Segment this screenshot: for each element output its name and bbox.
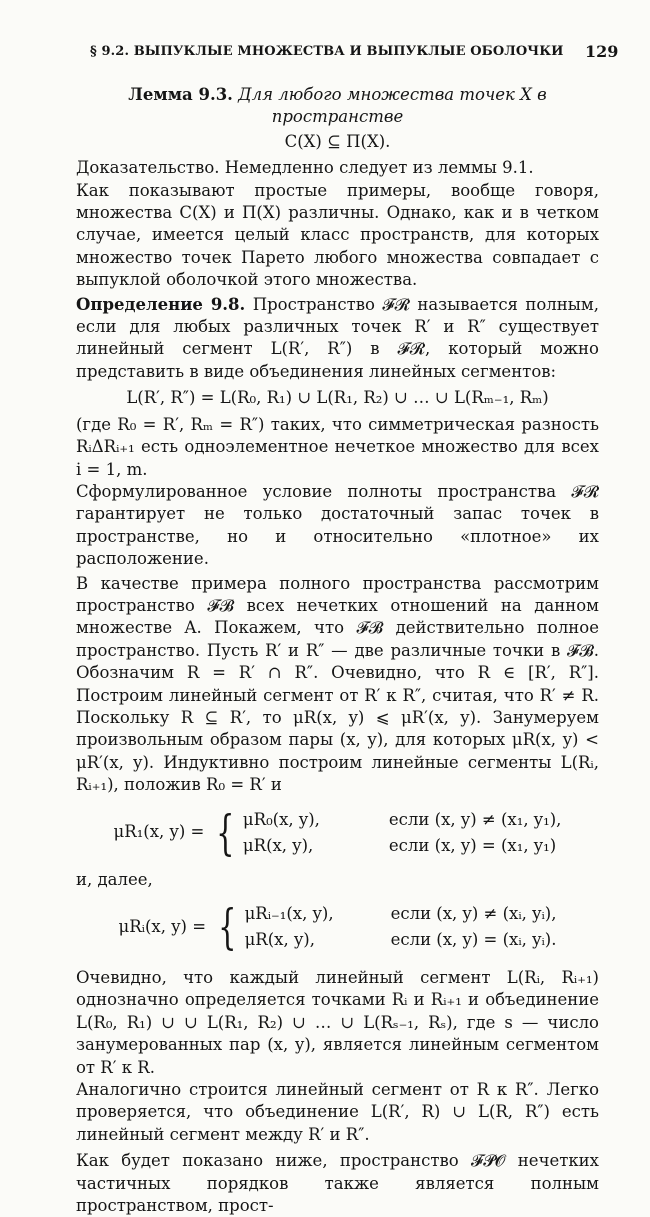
page-number: 129 [585,42,619,61]
cases-formula-2 [76,901,599,953]
lemma-text: Для любого множества точек X в пространстве [238,85,547,127]
page-body [76,82,599,1217]
case2-row1-value: μRᵢ₋₁(x, y), [244,904,334,923]
paragraph-5: и, далее, [76,869,153,889]
paragraph-8: Как будет показано ниже, пространство 𝓕𝓟𝓞 нечетких частичных порядков также является полным пространством, прост- [76,1151,599,1216]
case2-lhs: μRᵢ(x, y) = [118,916,207,936]
paragraph-3: Сформулированное условие полноты пространства 𝓕𝓡 гарантирует не только достаточный запас точек в пространстве, но и относительно «плотное» их расположение. [76,481,599,569]
lemma-label: Лемма 9.3. [128,85,233,104]
paragraph-2: (где R₀ = R′, Rₘ = R″) таких, что симметрическая разность RᵢΔRᵢ₊₁ есть одноэлементное нечеткое множество для всех i = 1, m. [76,414,599,479]
case1-row2-condition: если (x, y) = (x₁, y₁) [388,835,557,855]
equation-union: L(R′, R″) = L(R₀, R₁) ∪ L(R₁, R₂) ∪ … ∪ L(Rₘ₋₁, Rₘ) [126,388,549,408]
paragraph-7: Аналогично строится линейный сегмент от R к R″. Легко проверяется, что объединение L(R′, R) ∪ L(R, R″) есть линейный сегмент между R′ и R″. [76,1080,599,1144]
case1-row1-value: μR₀(x, y), [242,809,320,829]
case1-lhs: μR₁(x, y) = [113,822,205,842]
paragraph-4: В качестве примера полного пространства рассмотрим пространство 𝓕𝓑 всех нечетких отношений на данном множестве A. Покажем, что 𝓕𝓑 действительно полное пространство. Пусть R′ и R″ — две различные точки в 𝓕𝓑. Обозначим R = R′ ∩ R″. Очевидно, что R ∈ [R′, R″]. Построим линейный сегмент от R′ к R″, считая, что R′ ≠ R. Поскольку R ⊆ R′, то μR(x, y) ⩽ μR′(x, y). Занумеруем произвольным образом пары (x, y), для которых μR(x, y) < μR′(x, y). Индуктивно построим линейные сегменты L(Rᵢ, Rᵢ₊₁), положив R₀ = R′ и [76,573,599,795]
case2-row2-condition: если (x, y) = (xᵢ, yᵢ). [390,930,557,949]
definition-text: Пространство 𝓕𝓡 называется полным, если для любых различных точек R′ и R″ существует линейный сегмент L(R′, R″) в 𝓕𝓡, который можно представить в виде объединения линейных сегментов: [76,294,599,381]
case1-row1-condition: если (x, y) ≠ (x₁, y₁), [388,809,562,829]
case1-row2-value: μR(x, y), [242,835,314,855]
brace-icon: { [218,899,237,955]
lemma [76,84,599,153]
definition-label: Определение 9.8. [76,294,246,314]
running-header [0,36,650,64]
section-title: § 9.2. ВЫПУКЛЫЕ МНОЖЕСТВА И ВЫПУКЛЫЕ ОБОЛОЧКИ [90,44,564,59]
paragraph-6: Очевидно, что каждый линейный сегмент L(Rᵢ, Rᵢ₊₁) однозначно определяется точками Rᵢ и Rᵢ₊₁ и объединение L(R₀, R₁) ∪ ∪ L(R₁, R₂) ∪ … ∪ L(Rₛ₋₁, Rₛ), где s — число занумерованных пар (x, y), является линейным сегментом от R′ к R. [76,968,599,1077]
paragraph-1: Как показывают простые примеры, вообще говоря, множества C(X) и П(X) различны. Однако, как и в четком случае, имеется целый класс пространств, для которых множество точек Парето любого множества совпадает с выпуклой оболочкой этого множества. [76,180,599,290]
proof-line: Доказательство. Немедленно следует из леммы 9.1. [76,158,534,178]
lemma-formula: C(X) ⊆ П(X). [284,131,391,151]
case2-row1-condition: если (x, y) ≠ (xᵢ, yᵢ), [390,904,557,923]
brace-icon: { [216,804,235,861]
cases-formula-1 [76,804,599,861]
case2-row2-value: μR(x, y), [244,930,315,949]
